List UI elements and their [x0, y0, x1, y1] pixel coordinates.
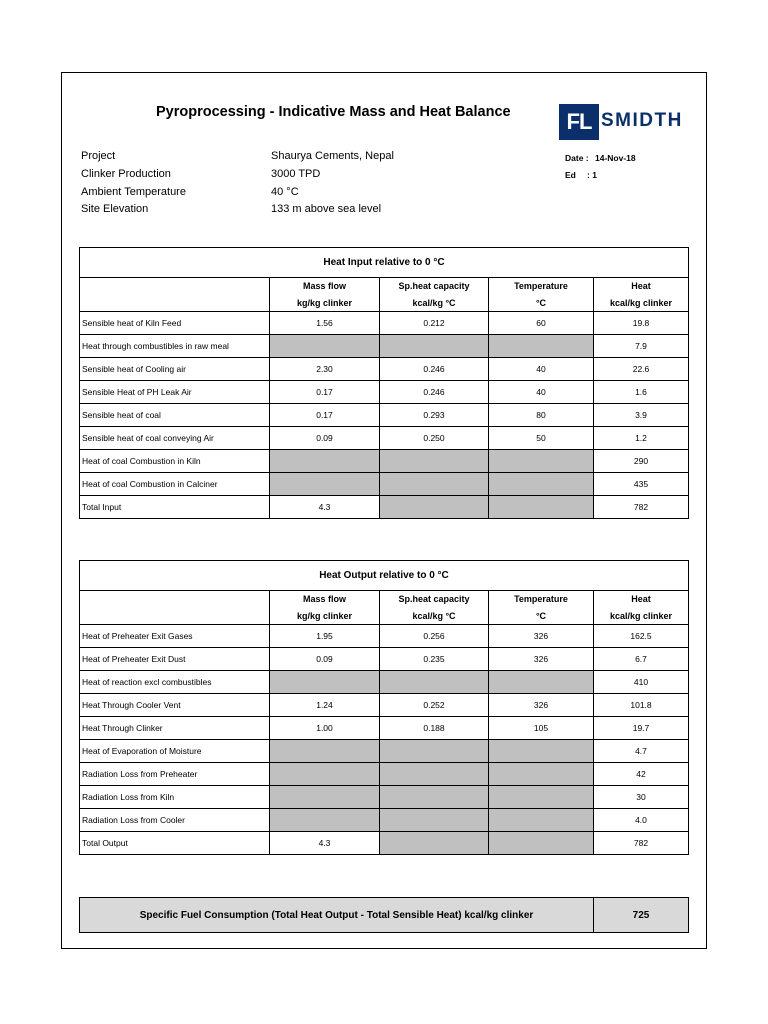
heat-cell: 782: [594, 496, 689, 519]
col-heat-unit: kcal/kg clinker: [594, 607, 689, 625]
heat-cell: 782: [594, 832, 689, 855]
temperature-cell: [489, 809, 594, 832]
heat-cell: 162.5: [594, 625, 689, 648]
table-row: [80, 740, 689, 763]
temperature-cell: 105: [489, 717, 594, 740]
heat-cell: 22.6: [594, 358, 689, 381]
mass-flow-cell: 1.24: [270, 694, 380, 717]
sp-heat-cell: 0.256: [380, 625, 489, 648]
mass-flow-cell: [270, 671, 380, 694]
mass-flow-cell: 1.56: [270, 312, 380, 335]
sp-heat-cell: [380, 786, 489, 809]
temperature-cell: [489, 496, 594, 519]
row-label: Total Input: [80, 496, 270, 519]
info-value-clinker: 3000 TPD: [271, 168, 321, 180]
document-title: Pyroprocessing - Indicative Mass and Heat Balance: [156, 104, 511, 120]
table-row: [80, 832, 689, 855]
temperature-cell: [489, 450, 594, 473]
heat-cell: 290: [594, 450, 689, 473]
table-row: [80, 312, 689, 335]
heat-input-caption: Heat Input relative to 0 °C: [80, 248, 689, 278]
mass-flow-cell: 4.3: [270, 496, 380, 519]
row-label: Radiation Loss from Cooler: [80, 809, 270, 832]
col-sp-heat: Sp.heat capacity: [380, 278, 489, 295]
sp-heat-cell: [380, 450, 489, 473]
temperature-cell: 326: [489, 694, 594, 717]
logo-box: FL: [559, 104, 599, 140]
col-sp-heat: Sp.heat capacity: [380, 591, 489, 608]
sp-heat-cell: 0.188: [380, 717, 489, 740]
temperature-cell: [489, 473, 594, 496]
temperature-cell: [489, 740, 594, 763]
info-value-project: Shaurya Cements, Nepal: [271, 150, 394, 162]
col-mass-flow: Mass flow: [270, 591, 380, 608]
col-heat: Heat: [594, 278, 689, 295]
table-row: [80, 717, 689, 740]
table-row: [80, 358, 689, 381]
header-blank: [80, 294, 270, 312]
heat-cell: 30: [594, 786, 689, 809]
table-row: [80, 671, 689, 694]
logo-word: SMIDTH: [601, 110, 683, 131]
table-row: [80, 763, 689, 786]
table-row: [80, 473, 689, 496]
mass-flow-cell: 0.17: [270, 404, 380, 427]
temperature-cell: 40: [489, 381, 594, 404]
heat-cell: 410: [594, 671, 689, 694]
row-label: Sensible heat of Kiln Feed: [80, 312, 270, 335]
heat-cell: 101.8: [594, 694, 689, 717]
temperature-cell: 60: [489, 312, 594, 335]
table-row: [80, 427, 689, 450]
temperature-cell: 326: [489, 648, 594, 671]
sp-heat-cell: [380, 832, 489, 855]
temperature-cell: [489, 671, 594, 694]
col-temperature: Temperature: [489, 278, 594, 295]
col-sp-heat-unit: kcal/kg °C: [380, 294, 489, 312]
sp-heat-cell: [380, 473, 489, 496]
specific-fuel-table: [79, 897, 689, 933]
row-label: Heat through combustibles in raw meal: [80, 335, 270, 358]
info-value-ambient: 40 °C: [271, 186, 299, 198]
row-label: Sensible heat of coal: [80, 404, 270, 427]
col-heat-unit: kcal/kg clinker: [594, 294, 689, 312]
col-temperature-unit: °C: [489, 294, 594, 312]
ed-label: Ed: [565, 170, 576, 180]
temperature-cell: [489, 786, 594, 809]
table-row: [80, 809, 689, 832]
temperature-cell: 50: [489, 427, 594, 450]
header-blank: [80, 591, 270, 608]
mass-flow-cell: 4.3: [270, 832, 380, 855]
mass-flow-cell: 0.17: [270, 381, 380, 404]
info-value-elevation: 133 m above sea level: [271, 203, 382, 215]
col-heat: Heat: [594, 591, 689, 608]
mass-flow-cell: [270, 786, 380, 809]
heat-cell: 6.7: [594, 648, 689, 671]
row-label: Sensible Heat of PH Leak Air: [80, 381, 270, 404]
temperature-cell: [489, 763, 594, 786]
table-row: [80, 694, 689, 717]
mass-flow-cell: 1.00: [270, 717, 380, 740]
row-label: Heat Through Cooler Vent: [80, 694, 270, 717]
ed-value: : 1: [587, 170, 597, 180]
heat-cell: 19.7: [594, 717, 689, 740]
mass-flow-cell: 0.09: [270, 427, 380, 450]
row-label: Total Output: [80, 832, 270, 855]
heat-output-table: [79, 560, 689, 855]
sp-heat-cell: [380, 335, 489, 358]
row-label: Heat of Preheater Exit Gases: [80, 625, 270, 648]
specific-fuel-value: 725: [594, 898, 689, 933]
table-row: [80, 381, 689, 404]
flsmidth-logo: [559, 104, 695, 140]
sp-heat-cell: 0.235: [380, 648, 489, 671]
col-sp-heat-unit: kcal/kg °C: [380, 607, 489, 625]
table-row: [80, 648, 689, 671]
row-label: Heat of Preheater Exit Dust: [80, 648, 270, 671]
sp-heat-cell: 0.252: [380, 694, 489, 717]
table-row: [80, 404, 689, 427]
col-mass-flow-unit: kg/kg clinker: [270, 607, 380, 625]
sp-heat-cell: 0.246: [380, 381, 489, 404]
row-label: Heat of coal Combustion in Kiln: [80, 450, 270, 473]
heat-cell: 42: [594, 763, 689, 786]
header-blank: [80, 278, 270, 295]
row-label: Heat Through Clinker: [80, 717, 270, 740]
sp-heat-cell: 0.212: [380, 312, 489, 335]
col-mass-flow-unit: kg/kg clinker: [270, 294, 380, 312]
heat-cell: 4.0: [594, 809, 689, 832]
heat-cell: 3.9: [594, 404, 689, 427]
info-label-elevation: Site Elevation: [81, 203, 149, 215]
sp-heat-cell: 0.246: [380, 358, 489, 381]
mass-flow-cell: [270, 450, 380, 473]
row-label: Radiation Loss from Preheater: [80, 763, 270, 786]
mass-flow-cell: [270, 763, 380, 786]
mass-flow-cell: 1.95: [270, 625, 380, 648]
info-label-project: Project: [81, 150, 116, 162]
heat-cell: 7.9: [594, 335, 689, 358]
heat-cell: 435: [594, 473, 689, 496]
header-blank: [80, 607, 270, 625]
heat-cell: 1.2: [594, 427, 689, 450]
sp-heat-cell: [380, 496, 489, 519]
row-label: Heat of reaction excl combustibles: [80, 671, 270, 694]
info-label-clinker: Clinker Production: [81, 168, 171, 180]
row-label: Radiation Loss from Kiln: [80, 786, 270, 809]
sp-heat-cell: 0.250: [380, 427, 489, 450]
mass-flow-cell: [270, 809, 380, 832]
heat-output-caption: Heat Output relative to 0 °C: [80, 561, 689, 591]
table-row: [80, 625, 689, 648]
temperature-cell: [489, 832, 594, 855]
col-mass-flow: Mass flow: [270, 278, 380, 295]
col-temperature-unit: °C: [489, 607, 594, 625]
mass-flow-cell: [270, 473, 380, 496]
col-temperature: Temperature: [489, 591, 594, 608]
sp-heat-cell: 0.293: [380, 404, 489, 427]
row-label: Sensible heat of coal conveying Air: [80, 427, 270, 450]
temperature-cell: [489, 335, 594, 358]
sp-heat-cell: [380, 763, 489, 786]
heat-cell: 4.7: [594, 740, 689, 763]
mass-flow-cell: 0.09: [270, 648, 380, 671]
heat-cell: 19.8: [594, 312, 689, 335]
row-label: Sensible heat of Cooling air: [80, 358, 270, 381]
mass-flow-cell: 2.30: [270, 358, 380, 381]
date-label: Date :: [565, 153, 589, 163]
sp-heat-cell: [380, 809, 489, 832]
sp-heat-cell: [380, 671, 489, 694]
table-row: [80, 450, 689, 473]
mass-flow-cell: [270, 740, 380, 763]
date-value: 14-Nov-18: [595, 153, 636, 163]
specific-fuel-label: Specific Fuel Consumption (Total Heat Output - Total Sensible Heat) kcal/kg clinker: [80, 898, 594, 933]
table-row: [80, 335, 689, 358]
heat-cell: 1.6: [594, 381, 689, 404]
temperature-cell: 40: [489, 358, 594, 381]
info-label-ambient: Ambient Temperature: [81, 186, 186, 198]
temperature-cell: 326: [489, 625, 594, 648]
table-row: [80, 786, 689, 809]
table-row: [80, 496, 689, 519]
temperature-cell: 80: [489, 404, 594, 427]
mass-flow-cell: [270, 335, 380, 358]
row-label: Heat of coal Combustion in Calciner: [80, 473, 270, 496]
row-label: Heat of Evaporation of Moisture: [80, 740, 270, 763]
heat-input-table: [79, 247, 689, 519]
sp-heat-cell: [380, 740, 489, 763]
